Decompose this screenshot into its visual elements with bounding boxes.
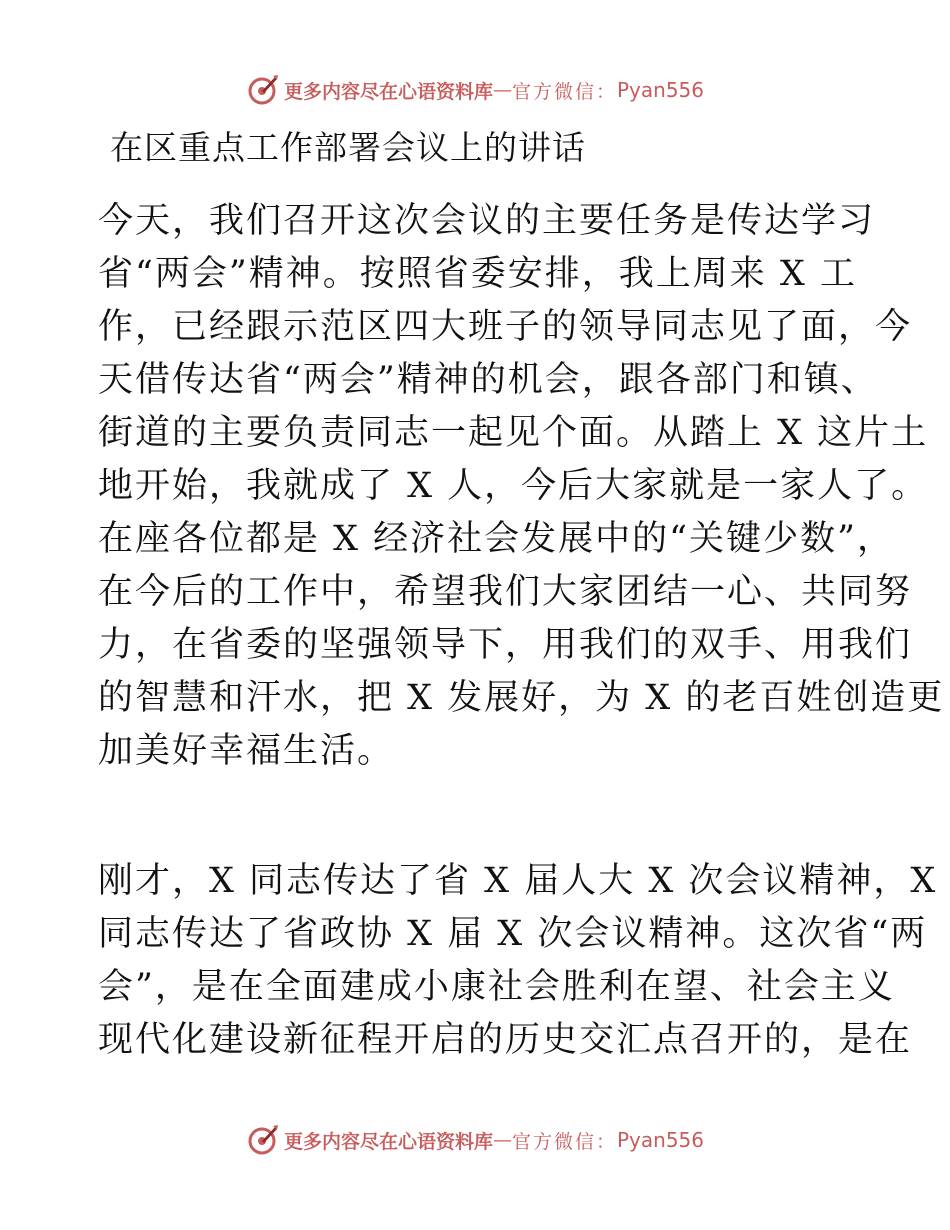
banner-dash: — xyxy=(492,79,512,101)
text-line: 今天，我们召开这次会议的主要任务是传达学习 xyxy=(98,201,876,241)
wechat-label: 官方微信： xyxy=(511,80,617,103)
text-line: 加美好幸福生活。 xyxy=(98,731,395,771)
wechat-id: Pyan556 xyxy=(617,1128,705,1152)
text-line: 同志传达了省政协 X 届 X 次会议精神。这次省“两 xyxy=(98,914,928,954)
text-line: 作，已经跟示范区四大班子的领导同志见了面，今 xyxy=(98,307,913,347)
site-name: 更多内容尽在心语资料库 xyxy=(283,80,493,103)
text-line: 现代化建设新征程开启的历史交汇点召开的，是在 xyxy=(98,1020,913,1060)
document-title: 在区重点工作部署会议上的讲话 xyxy=(110,128,586,167)
text-line: 会”，是在全面建成小康社会胜利在望、社会主义 xyxy=(98,967,895,1007)
text-line: 刚才，X 同志传达了省 X 届人大 X 次会议精神，X xyxy=(98,861,938,901)
text-line: 街道的主要负责同志一起见个面。从踏上 X 这片土 xyxy=(98,413,929,453)
text-line: 省“两会”精神。按照省委安排，我上周来 X 工 xyxy=(98,254,857,294)
wechat-label: 官方微信： xyxy=(511,1130,617,1153)
header-watermark-banner xyxy=(0,70,950,110)
footer-watermark-banner xyxy=(0,1120,950,1160)
text-line: 在座各位都是 X 经济社会发展中的“关键少数”， xyxy=(98,519,894,559)
site-name: 更多内容尽在心语资料库 xyxy=(283,1130,493,1153)
paragraph-1 xyxy=(98,195,945,778)
pen-circle-logo-icon xyxy=(246,73,280,107)
wechat-id: Pyan556 xyxy=(617,78,705,102)
paragraph-2 xyxy=(98,855,938,1067)
text-line: 力，在省委的坚强领导下，用我们的双手、用我们 xyxy=(98,625,913,665)
pen-circle-logo-icon xyxy=(246,1123,280,1157)
text-line: 天借传达省“两会”精神的机会，跟各部门和镇、 xyxy=(98,360,878,400)
text-line: 在今后的工作中，希望我们大家团结一心、共同努 xyxy=(98,572,913,612)
banner-dash: — xyxy=(492,1129,512,1151)
text-line: 地开始，我就成了 X 人，今后大家就是一家人了。 xyxy=(98,466,929,506)
text-line: 的智慧和汗水，把 X 发展好，为 X 的老百姓创造更 xyxy=(98,678,945,718)
